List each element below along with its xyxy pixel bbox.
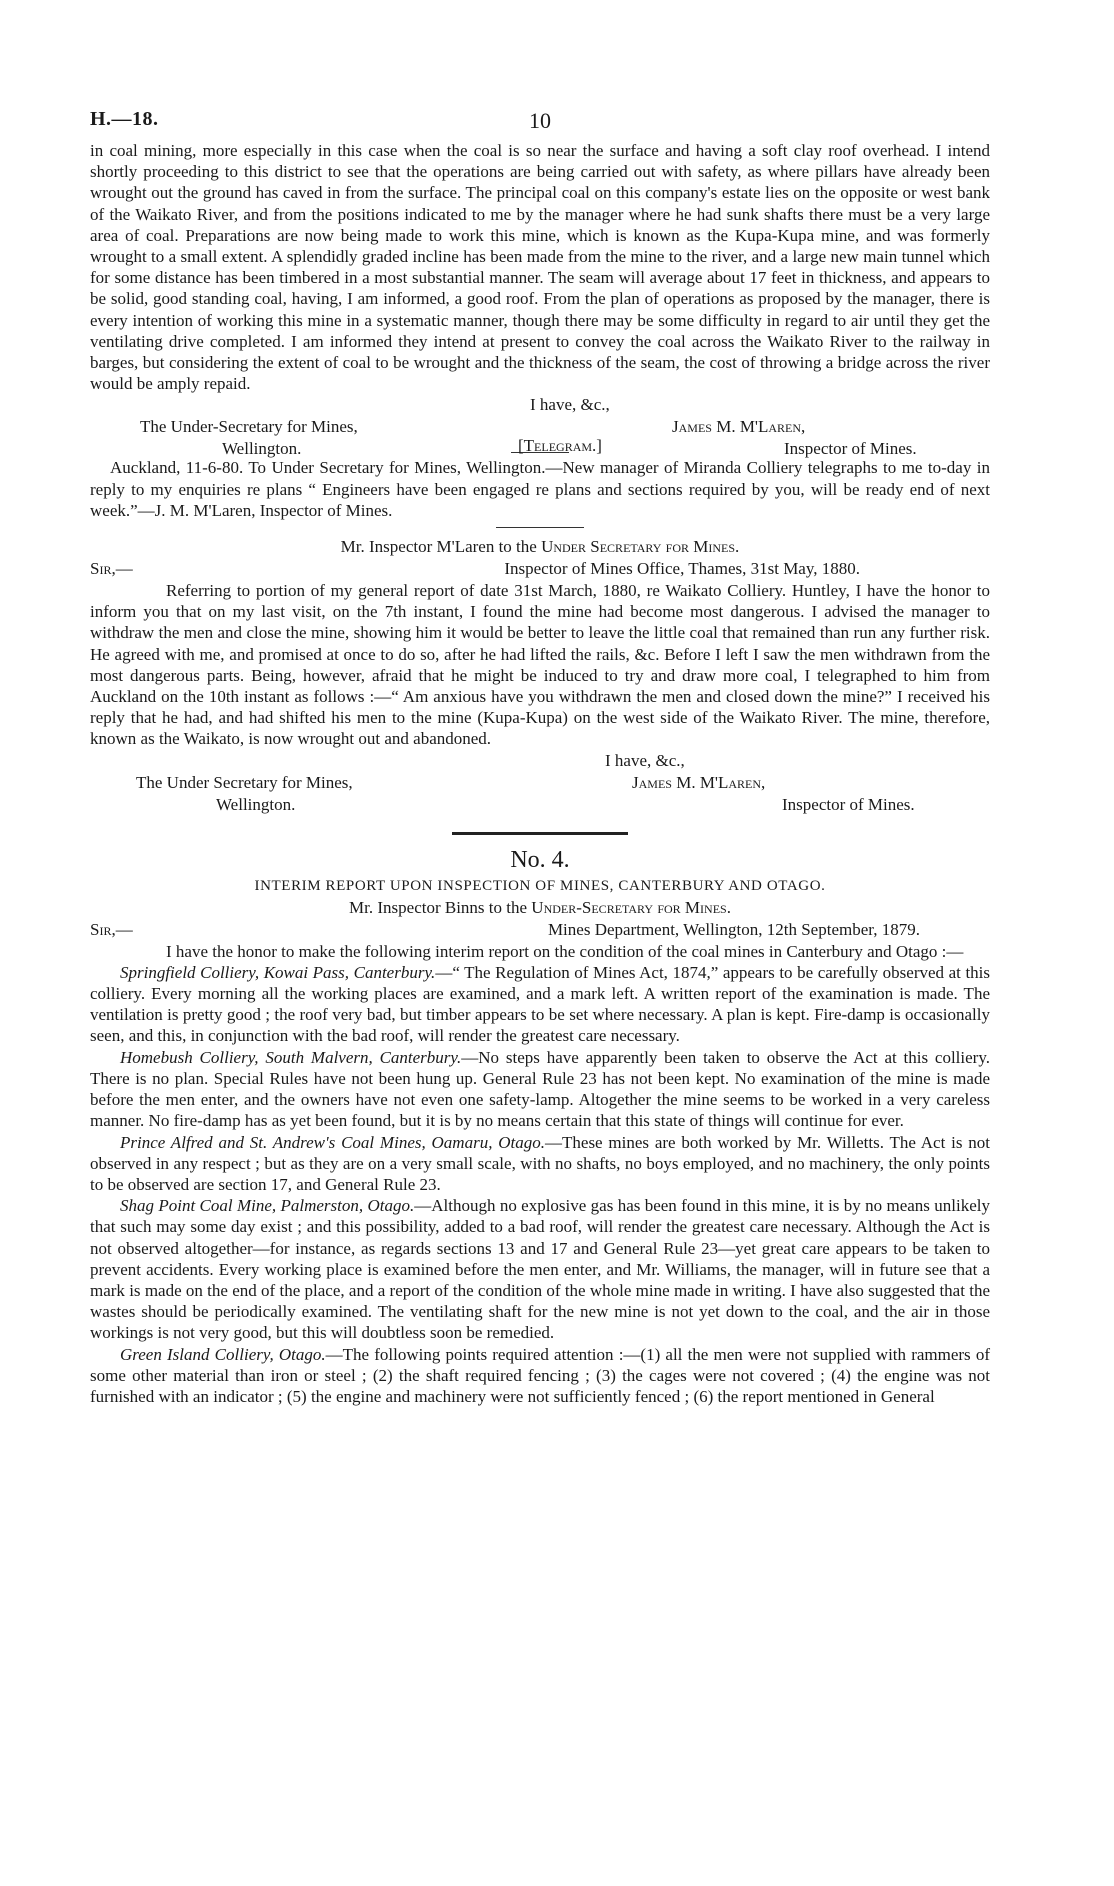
heading-to: Under Secretary for Mines.: [541, 537, 740, 557]
intro-paragraph: I have the honor to make the following interim report on the condition of the coal mines in Canterbury and Otago :—: [166, 941, 964, 961]
entry-place: Springfield Colliery, Kowai Pass, Canterbury.: [120, 962, 436, 982]
entry-paragraph: [90, 1344, 990, 1408]
telegram-text: Auckland, 11-6-80. To Under Secretary for Mines, Wellington.—New manager of Miranda Colliery telegraphs to me to-day in reply to my enquiries re plans “ Engineers have been engaged re plans and sections required by you, will be ready end of next week.”—J. M. M'Laren, Inspector of Mines.: [90, 458, 990, 520]
salutation: Sir,—: [90, 559, 133, 579]
page-reference: H.—18.: [90, 108, 159, 130]
entry-text: —No steps have apparently been taken to observe the Act at this colliery. There is no plan. Special Rules have not been hung up. General Rule 23 has not been kept. No examination of the mine is made before the men enter, and the owners have not even one safety-lamp. Altogether the mine seems to be worked in a very careless manner. No fire-damp has as yet been found, but it is by no means certain that this state of things will continue for ever.: [90, 1047, 990, 1131]
place-date: Mines Department, Wellington, 12th September, 1879.: [547, 919, 920, 939]
report-continuation-paragraph: in coal mining, more especially in this case when the coal is so near the surface and having a soft clay roof overhead. I intend shortly proceeding to this district to see that the operations are being carried out with safety, as where pillars have already been wrought out the ground has caved in from the surface. The principal coal on this company's estate lies on the opposite or west bank of the Waikato River, and from the positions indicated to me by the manager where he had sunk shafts there must be a very large area of coal. Preparations are now being made to work this mine, which is known as the Kupa-Kupa mine, and was formerly wrought to a small extent. A splendidly graded incline has been made from the mine to the river, and a large new main tunnel which for some distance has been timbered in a most substantial manner. The seam will average about 17 feet in thickness, and appears to be solid, good standing coal, having, I am informed, a good roof. From the plan of operations as proposed by the manager, there is every intention of working this mine in a systematic manner, though there may be some difficulty in regard to air until they get the ventilating drive completed. I am informed they intend at present to convey the coal across the Waikato River to the railway in barges, but considering the extent of coal to be wrought and the thickness of the seam, the cost of throwing a bridge across the river would be amply repaid.: [90, 141, 990, 394]
heading-to: Under-Secretary for Mines.: [531, 897, 731, 917]
page-number: 10: [529, 108, 551, 133]
running-header: [90, 108, 990, 140]
entry-paragraph: [90, 1047, 990, 1132]
entry-paragraph: [90, 962, 990, 1047]
addressee-line-2: Wellington.: [216, 794, 296, 814]
signatory-title: Inspector of Mines.: [782, 794, 915, 814]
salutation-line: [90, 558, 990, 580]
entry-place: Prince Alfred and St. Andrew's Coal Mines, Oamaru, Otago.: [120, 1132, 546, 1152]
section-number: No. 4.: [510, 846, 570, 873]
entry-paragraph: [90, 1195, 990, 1343]
signatory-name: James M. M'Laren,: [672, 417, 806, 437]
entry-text: —“ The Regulation of Mines Act, 1874,” appears to be carefully observed at this colliery. Every morning all the working places are examined, and a mark left. A written report of the examination is made. The ventilation is pretty good ; the roof very bad, but timber appears to be set where necessary. A plan is kept. Fire-damp is occasionally seen, and this, in conjunction with the bad roof, will render the greatest care necessary.: [90, 962, 991, 1046]
divider: [496, 527, 584, 528]
telegram-label: [Telegram.]: [518, 436, 602, 456]
letter-body: Referring to portion of my general report of date 31st March, 1880, re Waikato Colliery. Huntley, I have the honor to inform you that on my last visit, on the 7th instant, I found the mine had become most dangerous. I advised the manager to withdraw the men and close the mine, showing him it would be better to leave the little coal that remained than run any further risk. He agreed with me, and promised at once to do so, after he had lifted the rails, &c. Before I left I saw the men withdrawn from the most dangerous parts. Being, however, afraid that he might be induced to try and draw more coal, I telegraphed to him from Auckland on the 10th instant as follows :—“ Am anxious have you withdrawn the men and closed down the mine?” I received his reply that he had, and had shifted his men to the mine (Kupa-Kupa) on the west side of the Waikato River. The mine, therefore, known as the Waikato, is now wrought out and abandoned.: [90, 581, 990, 749]
entry-place: Green Island Colliery, Otago.: [120, 1344, 326, 1364]
section-title: INTERIM REPORT UPON INSPECTION OF MINES, CANTERBURY AND OTAGO.: [254, 877, 826, 894]
section-divider: [452, 832, 628, 835]
letter-heading: [90, 897, 990, 919]
salutation: Sir,—: [90, 919, 133, 939]
entry-place: Shag Point Coal Mine, Palmerston, Otago.: [120, 1196, 415, 1216]
entry-text: —Although no explosive gas has been found in this mine, it is by no means unlikely that such may some day exist ; and this possibility, added to a bad roof, will render the greatest care necessary. Although the Act is not observed altogether—for instance, as regards sections 13 and 17 and General Rule 23—yet great care appears to be taken to prevent accidents. Every working place is examined before the men enter, and Mr. Williams, the manager, will in future see that a mark is made on the end of the place, and a report of the condition of the whole mine made in writing. I have also suggested that the wastes should be periodically examined. The ventilating shaft for the new mine is not yet down to the coal, and the air in those workings is not very good, but this will doubtless soon be remedied.: [90, 1196, 990, 1343]
signature-block-2: [90, 750, 990, 816]
addressee-line-2: Wellington.: [222, 439, 302, 459]
addressee-line-1: The Under-Secretary for Mines,: [140, 417, 358, 437]
heading-from: Mr. Inspector M'Laren to the: [340, 537, 537, 557]
entry-paragraph: [90, 1132, 990, 1196]
signatory-title: Inspector of Mines.: [784, 439, 917, 459]
entry-text: —The following points required attention :—(1) all the men were not supplied with rammers of some other material than iron or steel ; (2) the shaft required fencing ; (3) the cages were not covered ; (4) the engine was not furnished with an indicator ; (5) the engine and machinery were not sufficiently fenced ; (6) the report mentioned in General: [90, 1344, 990, 1406]
letter-heading: [90, 536, 990, 558]
document-page: [90, 108, 990, 1407]
signature-block-1: [90, 394, 990, 460]
addressee-line-1: The Under Secretary for Mines,: [136, 772, 353, 792]
closing: I have, &c.,: [605, 750, 685, 770]
signatory-name: James M. M'Laren,: [632, 772, 766, 792]
heading-from: Mr. Inspector Binns to the: [349, 897, 528, 917]
salutation-line: [90, 919, 990, 941]
entry-text: —These mines are both worked by Mr. Willetts. The Act is not observed in any respect ; but as they are on a very small scale, with no shafts, no boys employed, and no machinery, the only points to be observed are section 17, and General Rule 23.: [90, 1132, 990, 1194]
entry-place: Homebush Colliery, South Malvern, Canterbury.: [120, 1047, 462, 1067]
closing: I have, &c.,: [530, 395, 610, 415]
place-date: Inspector of Mines Office, Thames, 31st May, 1880.: [504, 559, 860, 579]
